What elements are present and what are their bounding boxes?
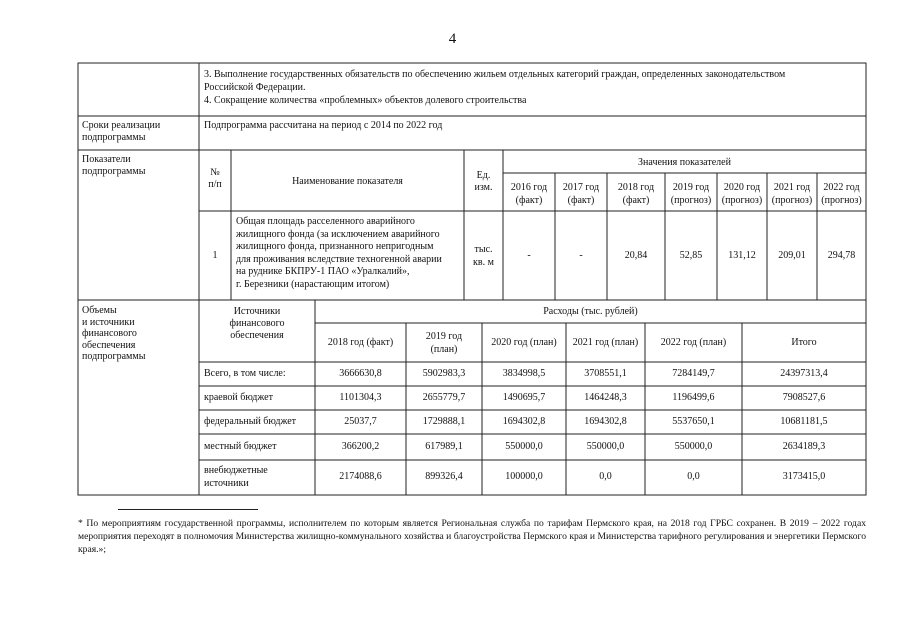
col-unit-header: Ед. — [476, 170, 491, 181]
goal-item-3: 3. Выполнение государственных обязательств по обеспечению жильем отдельных категорий граждан, определенных законодательством — [204, 69, 786, 80]
finance-col-header-sub: (план) — [430, 344, 458, 355]
finance-cell: 617989,1 — [425, 440, 463, 452]
finance-cell: 3834998,5 — [502, 367, 546, 379]
finance-row-label: краевой бюджет — [204, 391, 273, 403]
year-header-status: (факт) — [622, 195, 650, 206]
finance-row-label-cont: источники — [204, 477, 249, 489]
finance-row-label: федеральный бюджет — [204, 415, 297, 427]
finance-cell: 3173415,0 — [782, 471, 826, 483]
finance-row-label: Всего, в том числе: — [204, 367, 286, 379]
year-header: 2022 год — [823, 182, 860, 193]
finance-cell: 1694302,8 — [502, 415, 546, 427]
indicator-value: 209,01 — [778, 250, 806, 261]
col-num-header: № — [210, 167, 220, 178]
col-num-header-cont: п/п — [208, 179, 222, 190]
finance-col-header: 2021 год (план) — [572, 337, 639, 348]
terms-label: Сроки реализации — [82, 120, 161, 131]
year-header-status: (прогноз) — [771, 195, 813, 206]
indicator-value: - — [579, 250, 583, 261]
year-header-status: (факт) — [515, 195, 543, 206]
indicator-unit: тыс. — [474, 244, 493, 255]
sources-header-line: финансового — [229, 318, 285, 329]
finance-cell: 2655779,7 — [422, 391, 466, 403]
year-header: 2017 год — [562, 182, 600, 193]
finance-cell: 1464248,3 — [584, 391, 627, 403]
goal-item-4: 4. Сокращение количества «проблемных» объектов долевого строительства — [204, 95, 527, 106]
indicator-value: 20,84 — [624, 250, 648, 261]
finance-cell: 24397313,4 — [780, 367, 828, 379]
col-unit-header-cont: изм. — [474, 182, 493, 193]
finance-cell: 25037,7 — [344, 415, 377, 427]
terms-value: Подпрограмма рассчитана на период с 2014 по 2022 год — [204, 120, 443, 131]
values-header: Значения показателей — [638, 157, 731, 168]
finance-cell: 1196499,6 — [672, 391, 715, 403]
finance-col-header: 2020 год (план) — [491, 337, 557, 348]
year-header-status: (прогноз) — [670, 195, 712, 206]
footnote: * По мероприятиям государственной программы, исполнителем по которым является Региональная служба по тарифам Пермского края, на 2018 год ГРБС сохранен. В 2019 – 2022 годах мероприятия переходят в полномочия Министерства жилищно-коммунального хозяйства и благоустройства Пермского края и Министерства тарифного регулирования и энергетики Пермского края.»; — [78, 518, 866, 555]
goal-item-3-cont: Российской Федерации. — [204, 82, 306, 93]
year-header: 2016 год — [510, 182, 548, 193]
finance-cell: 7908527,6 — [782, 391, 826, 403]
finance-label-line: и источники — [82, 316, 135, 328]
finance-row-label: местный бюджет — [204, 440, 277, 452]
indicator-unit-cont: кв. м — [473, 257, 494, 268]
page-number: 4 — [448, 31, 457, 47]
finance-cell: 899326,4 — [425, 471, 463, 483]
indicator-name-line: на руднике БКПРУ-1 ПАО «Уралкалий», — [236, 266, 410, 278]
finance-col-header: Итого — [791, 337, 817, 348]
indicator-value: - — [527, 250, 531, 261]
finance-cell: 10681181,5 — [780, 415, 828, 427]
sources-header-line: обеспечения — [230, 330, 284, 341]
sources-header-line: Источники — [233, 306, 281, 317]
indicator-value: 52,85 — [679, 250, 703, 261]
finance-label-line: Объемы — [82, 305, 117, 316]
indicator-name-line: жилищного фонда (за исключением аварийного — [236, 228, 440, 240]
year-header: 2018 год — [617, 182, 655, 193]
finance-row-label: внебюджетные — [204, 464, 268, 476]
indicators-label: Показатели — [82, 154, 131, 165]
finance-cell: 5537650,1 — [672, 415, 715, 427]
indicator-name-line: для проживания вследствие техногенной аварии — [236, 253, 442, 265]
year-header-status: (прогноз) — [821, 195, 862, 206]
finance-cell: 1101304,3 — [339, 391, 382, 403]
expenses-header: Расходы (тыс. рублей) — [543, 306, 638, 317]
finance-cell: 1694302,8 — [584, 415, 627, 427]
year-header: 2020 год — [723, 182, 761, 193]
finance-label-line: подпрограммы — [82, 351, 146, 362]
finance-cell: 100000,0 — [505, 471, 543, 483]
finance-col-header: 2022 год (план) — [660, 337, 727, 348]
footnote-separator — [118, 509, 258, 510]
finance-col-header: 2018 год (факт) — [327, 337, 394, 348]
finance-cell: 5902983,3 — [422, 367, 466, 379]
year-header-status: (факт) — [567, 195, 595, 206]
finance-cell: 550000,0 — [505, 440, 543, 452]
finance-cell: 2634189,3 — [782, 440, 826, 452]
indicator-value: 131,12 — [728, 250, 756, 261]
finance-cell: 550000,0 — [674, 440, 713, 452]
finance-cell: 550000,0 — [586, 440, 625, 452]
finance-cell: 2174088,6 — [339, 471, 382, 483]
table-border — [78, 63, 866, 495]
finance-label-line: финансового — [82, 328, 137, 339]
indicator-row-num: 1 — [212, 250, 218, 261]
indicator-value: 294,78 — [827, 250, 856, 261]
year-header: 2019 год — [672, 182, 710, 193]
finance-cell: 366200,2 — [341, 440, 380, 452]
finance-cell: 7284149,7 — [672, 367, 715, 379]
finance-cell: 1729888,1 — [422, 415, 466, 427]
finance-col-header: 2019 год — [425, 331, 463, 342]
finance-cell: 3708551,1 — [584, 367, 627, 379]
terms-label-cont: подпрограммы — [82, 132, 146, 143]
finance-cell: 0,0 — [599, 471, 612, 483]
finance-cell: 0,0 — [687, 471, 700, 483]
year-header-status: (прогноз) — [721, 195, 763, 206]
indicator-name-line: г. Березники (нарастающим итогом) — [236, 279, 390, 290]
year-header: 2021 год — [773, 182, 811, 193]
finance-label-line: обеспечения — [82, 339, 136, 351]
indicator-name-line: Общая площадь расселенного аварийного — [236, 216, 415, 227]
col-name-header: Наименование показателя — [292, 176, 403, 187]
finance-cell: 1490695,7 — [502, 391, 546, 403]
finance-cell: 3666630,8 — [339, 367, 382, 379]
indicator-name-line: жилищного фонда, признанного непригодным — [236, 241, 434, 253]
indicators-label-cont: подпрограммы — [82, 166, 146, 177]
